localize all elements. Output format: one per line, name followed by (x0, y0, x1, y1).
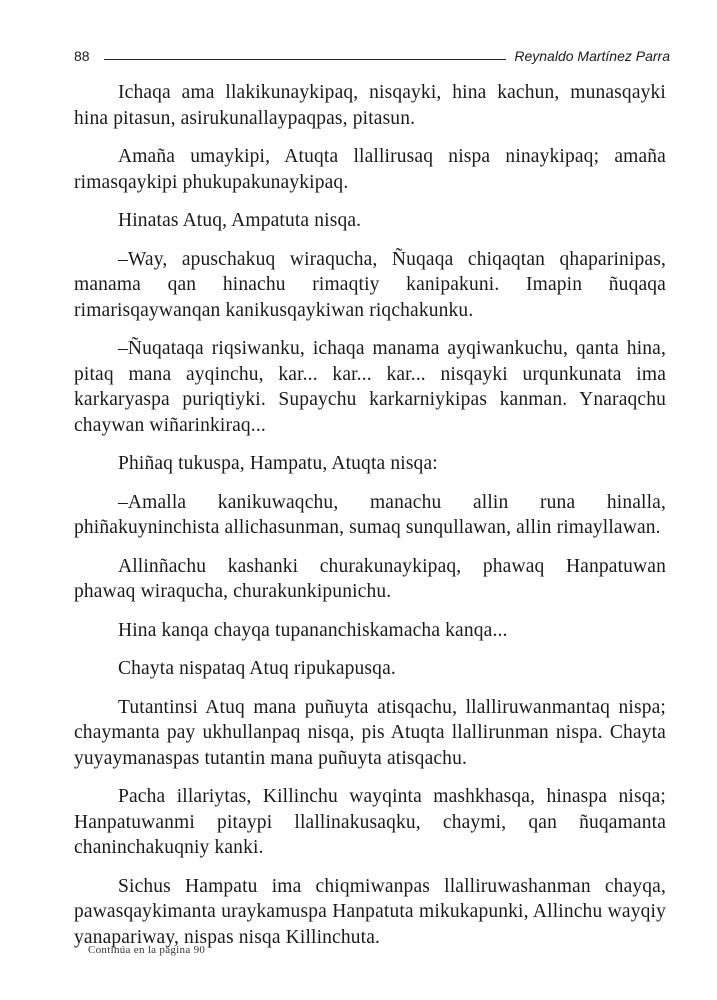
paragraph: Pacha illariytas, Killinchu wayqinta mashkhasqa, hinaspa nisqa; Hanpatuwanmi pitaypi llallinakusaqku, chaymi, qan ñuqamanta chaninchakuqniy kanki. (74, 786, 666, 858)
paragraph: Hina kanqa chayqa tupananchiskamacha kanqa... (118, 619, 508, 641)
running-header (74, 40, 670, 64)
continuation-note: Continúa en la página 90 (88, 944, 206, 956)
paragraph: Ichaqa ama llakikunaykipaq, nisqayki, hina kachun, munasqayki hina pitasun, asirukunallaypaqpas, pitasun. (74, 82, 666, 129)
paragraph: Chayta nispataq Atuq ripukapusqa. (118, 658, 396, 679)
paragraph: Amaña umaykipi, Atuqta llallirusaq nispa ninaykipaq; amaña rimasqaykipi phukupakunaykipaq. (74, 146, 666, 193)
paragraph: –Way, apuschakuq wiraqucha, Ñuqaqa chiqaqtan qhaparinipas, manama qan hinachu rimaqtiy kanipakuni. Imapin ñuqaqa rimarisqaywanqan kanikusqaykiwan riqchakunku. (74, 248, 666, 321)
header-rule (104, 59, 507, 60)
author-name: Reynaldo Martínez Parra (514, 48, 670, 64)
page-number: 88 (74, 48, 90, 64)
paragraph: Hinatas Atuq, Ampatuta nisqa. (118, 210, 362, 231)
paragraph: Tutantinsi Atuq mana puñuyta atisqachu, llalliruwanmantaq nispa; chaymanta pay ukhullanpaq nisqa, pis Atuqta llallirunman nispa. Chayta yuyaymanaspas tutantin mana puñuyta atisqachu. (74, 696, 666, 769)
body-text (74, 80, 666, 963)
paragraph: Allinñachu kashanki churakunaykipaq, phawaq Hanpatuwan phawaq wiraqucha, churakunkipunichu. (74, 555, 666, 602)
paragraph: –Amalla kanikuwaqchu, manachu allin runa hinalla, phiñakuyninchista allichasunman, sumaq sunqullawan, allin rimayllawan. (74, 491, 666, 538)
paragraph: –Ñuqataqa riqsiwanku, ichaqa manama ayqiwankuchu, qanta hina, pitaq mana ayqinchu, kar... kar... kar... nisqayki urqunkunata ima karkaryaspa puriqtiyki. Supaychu karkarniykipas kanman. Ynaraqchu chaywan wiñarinkiraq... (74, 338, 666, 436)
paragraph: Sichus Hampatu ima chiqmiwanpas llalliruwashanman chayqa, pawasqaykimanta uraykamuspa Hanpatuta mikukapunki, Allinchu wayqiy yanapariway, nispas nisqa Killinchuta. (74, 875, 666, 948)
paragraph: Phiñaq tukuspa, Hampatu, Atuqta nisqa: (118, 453, 438, 474)
